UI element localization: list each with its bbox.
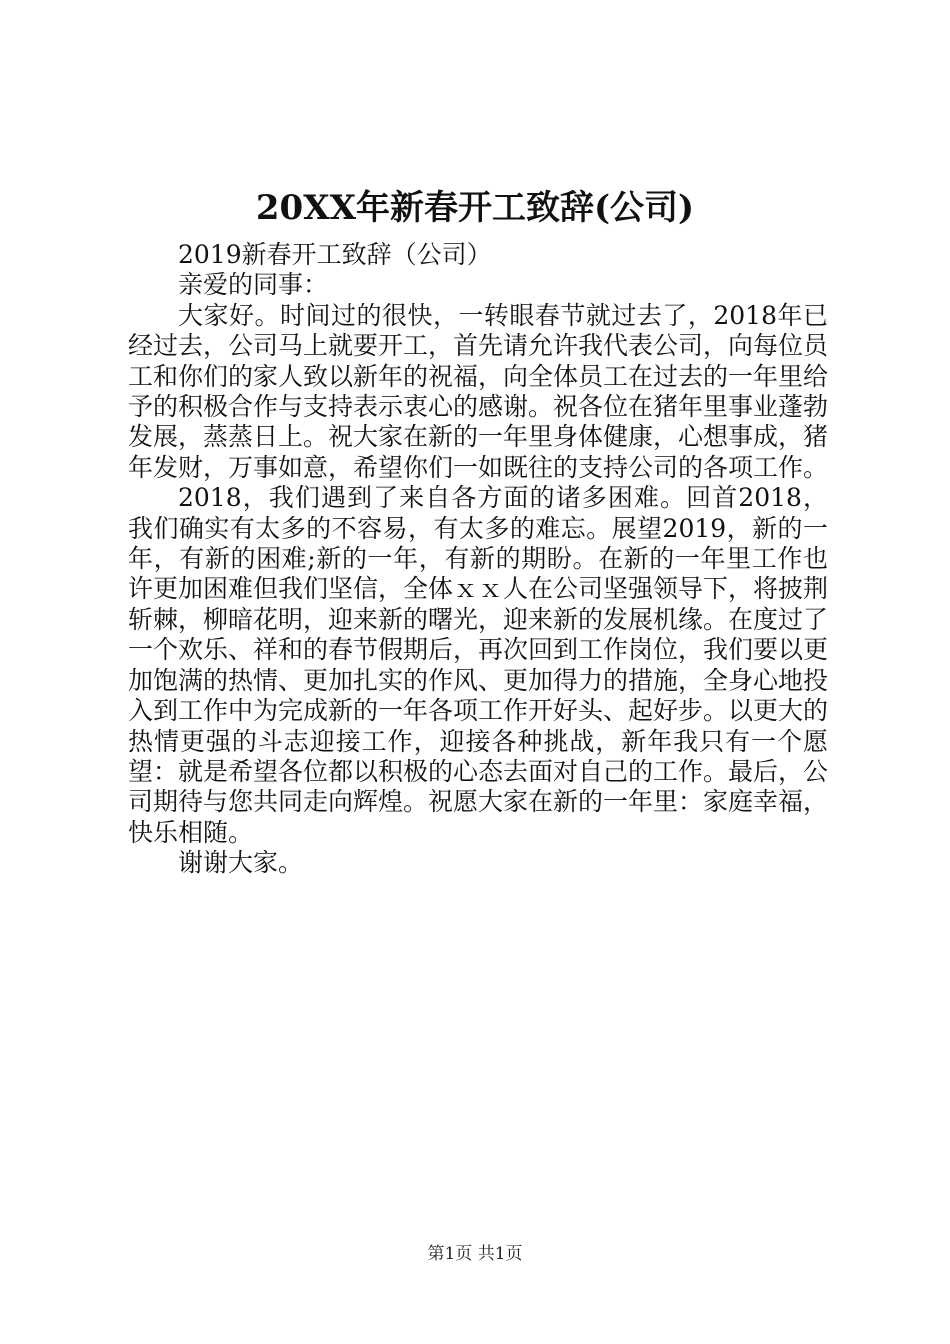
paragraph-subtitle: 2019新春开工致辞（公司） [178,240,492,269]
paragraph-closing: 谢谢大家。 [178,848,304,878]
paragraph-greeting: 大家好。时间过的很快，一转眼春节就过去了，2018年已经过去，公司马上就要开工，首先请允许我代表公司，向每位员工和你们的家人致以新年的祝福，向全体员工在过去的一年里给予的积极合作与支持表示衷心的感谢。祝各位在猪年里事业蓬勃发展，蒸蒸日上。祝大家在新的一年里身体健康，心想事成，猪年发财，万事如意，希望你们一如既往的支持公司的各项工作。 [128,300,829,482]
paragraph-salutation: 亲爱的同事： [178,270,329,300]
document-body [128,240,828,879]
document-title: 20XX年新春开工致辞(公司) [255,188,695,228]
paragraph-outlook: 2018，我们遇到了来自各方面的诸多困难。回首2018，我们确实有太多的不容易，有太多的难忘。展望2019，新的一年，有新的困难;新的一年，有新的期盼。在新的一年里工作也许更加困难但我们坚信，全体ｘｘ人在公司坚强领导下，将披荆斩棘，柳暗花明，迎来新的曙光，迎来新的发展机缘。在度过了一个欢乐、祥和的春节假期后，再次回到工作岗位，我们要以更加饱满的热情、更加扎实的作风、更加得力的措施，全身心地投入到工作中为完成新的一年各项工作开好头、起好步。以更大的热情更强的斗志迎接工作，迎接各种挑战，新年我只有一个愿望：就是希望各位都以积极的心态去面对自己的工作。最后，公司期待与您共同走向辉煌。祝愿大家在新的一年里：家庭幸福，快乐相随。 [128,483,829,847]
page-footer: 第1页 共1页 [427,1244,523,1264]
